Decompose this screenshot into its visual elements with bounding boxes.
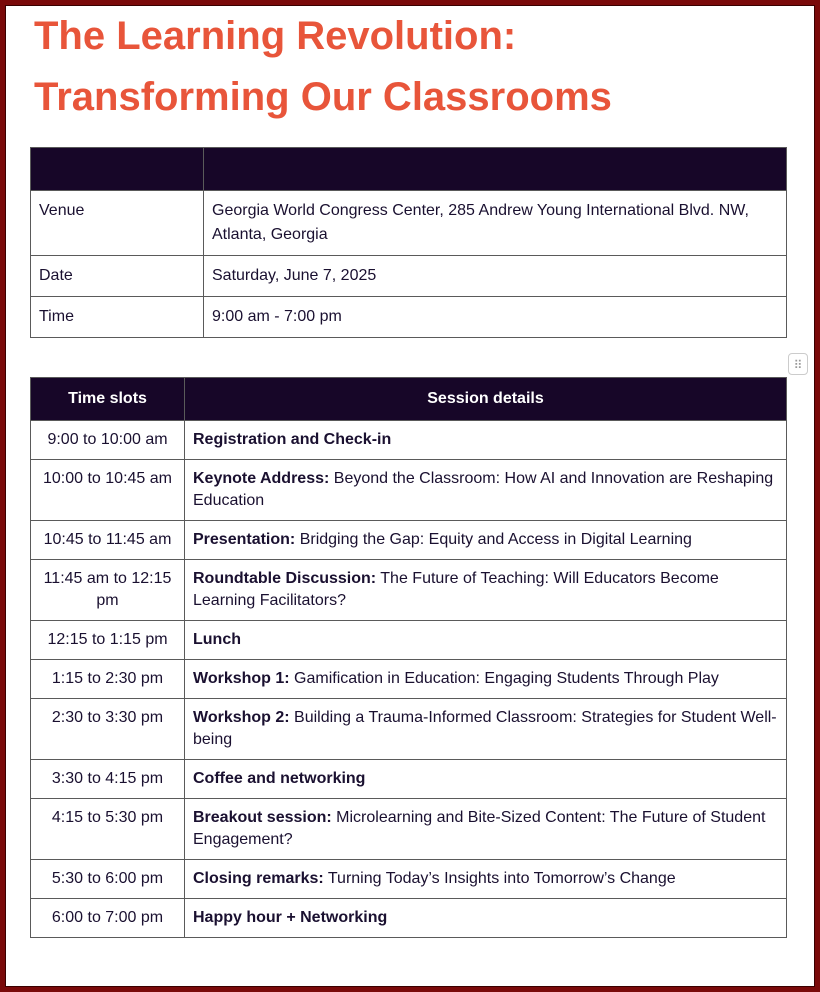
table-row xyxy=(31,297,787,338)
time-slot-cell: 10:00 to 10:45 am xyxy=(31,460,185,521)
session-type-label: Coffee and networking xyxy=(193,770,366,787)
time-slot-cell: 6:00 to 7:00 pm xyxy=(31,899,185,938)
session-details-cell xyxy=(185,421,787,460)
time-slot-cell: 4:15 to 5:30 pm xyxy=(31,799,185,860)
info-header-cell xyxy=(31,148,204,191)
table-row xyxy=(31,899,787,938)
schedule-header-row xyxy=(31,378,787,421)
session-details-header: Session details xyxy=(185,378,787,421)
session-type-label: Roundtable Discussion: xyxy=(193,570,377,587)
info-header-row xyxy=(31,148,787,191)
table-row xyxy=(31,699,787,760)
session-details-cell xyxy=(185,799,787,860)
time-slot-cell: 5:30 to 6:00 pm xyxy=(31,860,185,899)
info-value: 9:00 am - 7:00 pm xyxy=(204,297,787,338)
grip-dots-icon[interactable]: ⠿ xyxy=(788,353,808,375)
info-label: Date xyxy=(31,256,204,297)
table-row xyxy=(31,660,787,699)
time-slot-cell: 1:15 to 2:30 pm xyxy=(31,660,185,699)
session-type-label: Lunch xyxy=(193,631,241,648)
table-row xyxy=(31,521,787,560)
info-value: Georgia World Congress Center, 285 Andrew Young International Blvd. NW, Atlanta, Georgia xyxy=(204,191,787,256)
title-line-1: The Learning Revolution: xyxy=(34,14,517,58)
session-details-cell xyxy=(185,621,787,660)
info-label: Time xyxy=(31,297,204,338)
info-value: Saturday, June 7, 2025 xyxy=(204,256,787,297)
session-type-label: Registration and Check-in xyxy=(193,431,392,448)
session-details-cell xyxy=(185,699,787,760)
time-slot-cell: 2:30 to 3:30 pm xyxy=(31,699,185,760)
table-row xyxy=(31,860,787,899)
time-slot-cell: 3:30 to 4:15 pm xyxy=(31,760,185,799)
session-details-cell xyxy=(185,860,787,899)
table-row xyxy=(31,560,787,621)
table-row xyxy=(31,760,787,799)
info-header-cell xyxy=(204,148,787,191)
table-row xyxy=(31,460,787,521)
session-type-label: Presentation: xyxy=(193,531,296,548)
time-slot-cell: 12:15 to 1:15 pm xyxy=(31,621,185,660)
time-slot-cell: 11:45 am to 12:15 pm xyxy=(31,560,185,621)
session-title-text: Gamification in Education: Engaging Students Through Play xyxy=(289,670,719,687)
session-type-label: Workshop 1: xyxy=(193,670,290,687)
session-title-text: The Future of Teaching: Will Educators Become Learning Facilitators? xyxy=(193,570,724,609)
session-title-text: Bridging the Gap: Equity and Access in Digital Learning xyxy=(295,531,692,548)
session-title-text: Microlearning and Bite-Sized Content: The Future of Student Engagement? xyxy=(193,809,770,848)
session-type-label: Closing remarks: xyxy=(193,870,324,887)
schedule-table xyxy=(30,377,787,938)
session-type-label: Workshop 2: xyxy=(193,709,290,726)
session-type-label: Keynote Address: xyxy=(193,470,330,487)
session-type-label: Breakout session: xyxy=(193,809,332,826)
session-title-text: Beyond the Classroom: How AI and Innovation are Reshaping Education xyxy=(193,470,778,509)
table-row xyxy=(31,799,787,860)
document-page xyxy=(5,5,815,987)
table-row xyxy=(31,421,787,460)
page-title xyxy=(34,6,612,128)
table-row xyxy=(31,191,787,256)
time-slots-header: Time slots xyxy=(31,378,185,421)
title-line-2: Transforming Our Classrooms xyxy=(34,75,612,119)
session-details-cell xyxy=(185,521,787,560)
info-label: Venue xyxy=(31,191,204,256)
event-info-table xyxy=(30,147,787,338)
table-row xyxy=(31,621,787,660)
session-title-text: Turning Today’s Insights into Tomorrow’s Change xyxy=(323,870,676,887)
session-details-cell xyxy=(185,899,787,938)
session-details-cell xyxy=(185,760,787,799)
session-details-cell xyxy=(185,660,787,699)
table-row xyxy=(31,256,787,297)
session-title-text: Building a Trauma-Informed Classroom: Strategies for Student Well-being xyxy=(193,709,777,748)
time-slot-cell: 9:00 to 10:00 am xyxy=(31,421,185,460)
session-details-cell xyxy=(185,560,787,621)
session-details-cell xyxy=(185,460,787,521)
session-type-label: Happy hour + Networking xyxy=(193,909,388,926)
time-slot-cell: 10:45 to 11:45 am xyxy=(31,521,185,560)
